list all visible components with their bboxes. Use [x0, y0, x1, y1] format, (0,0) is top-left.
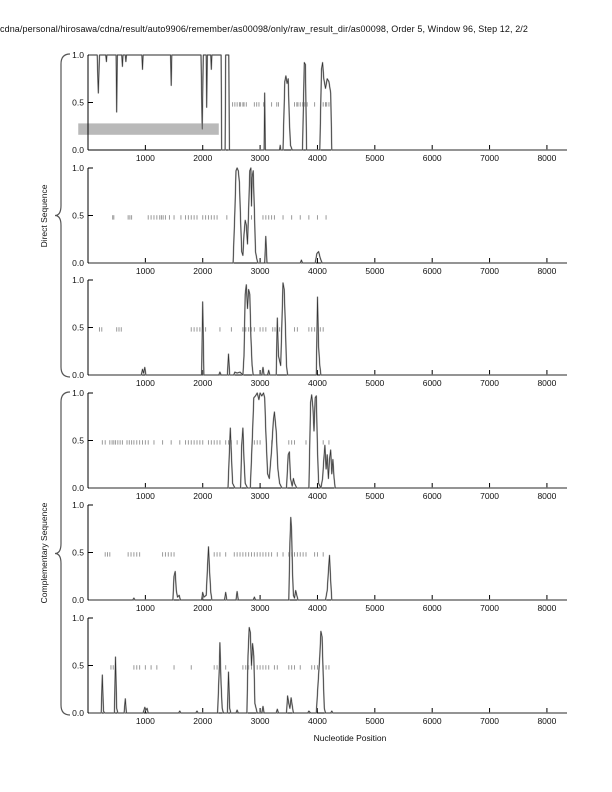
x-tick-label: 2000 [193, 716, 213, 726]
x-tick-label: 8000 [537, 491, 557, 501]
x-tick-label: 3000 [250, 378, 270, 388]
x-tick-label: 2000 [193, 491, 213, 501]
curve-complementary-frame-3 [89, 628, 567, 714]
x-tick-label: 8000 [537, 266, 557, 276]
x-tick-label: 5000 [365, 491, 385, 501]
x-tick-label: 4000 [308, 716, 327, 726]
y-tick-label: 0.0 [72, 595, 84, 605]
x-tick-label: 5000 [365, 266, 385, 276]
y-tick-label: 0.5 [72, 97, 84, 108]
y-tick-label: 1.0 [72, 388, 84, 398]
x-axis-title: Nucleotide Position [313, 733, 387, 743]
x-tick-label: 8000 [537, 716, 557, 726]
y-tick-label: 0.0 [72, 370, 84, 380]
x-tick-label: 1000 [135, 153, 155, 163]
y-tick-label: 1.0 [72, 50, 84, 60]
y-tick-label: 0.5 [72, 322, 84, 333]
x-tick-label: 4000 [308, 266, 327, 276]
y-tick-label: 1.0 [72, 613, 84, 623]
x-tick-label: 1000 [135, 603, 155, 613]
x-tick-label: 3000 [250, 153, 270, 163]
x-tick-label: 6000 [422, 603, 442, 613]
curve-halo-complementary-frame-2 [89, 517, 567, 600]
x-tick-label: 3000 [250, 716, 270, 726]
curve-halo-complementary-frame-3 [89, 628, 567, 714]
x-tick-label: 7000 [480, 491, 500, 501]
x-tick-label: 8000 [537, 603, 557, 613]
x-tick-label: 1000 [135, 378, 155, 388]
curve-direct-frame-3 [89, 283, 567, 375]
y-tick-label: 1.0 [72, 163, 84, 173]
group-brace-direct [55, 54, 70, 377]
y-tick-label: 1.0 [72, 275, 84, 285]
x-tick-label: 4000 [308, 378, 327, 388]
x-tick-label: 6000 [422, 491, 442, 501]
plot-title: cdna/personal/hirosawa/cdna/result/auto9906/remember/as00098/only/raw_result_dir/as00098, Order 5, Window 96, Step 12, 2/2 [0, 24, 529, 34]
x-tick-label: 4000 [308, 603, 327, 613]
y-tick-label: 0.5 [72, 547, 84, 558]
x-tick-label: 5000 [365, 153, 385, 163]
x-tick-label: 7000 [480, 716, 500, 726]
y-tick-label: 0.0 [72, 708, 84, 718]
x-tick-label: 6000 [422, 716, 442, 726]
x-tick-label: 3000 [250, 266, 270, 276]
x-tick-label: 7000 [480, 378, 500, 388]
y-tick-label: 0.5 [72, 210, 84, 221]
x-tick-label: 5000 [365, 716, 385, 726]
y-tick-label: 1.0 [72, 500, 84, 510]
x-tick-label: 1000 [135, 266, 155, 276]
x-tick-label: 5000 [365, 378, 385, 388]
x-tick-label: 4000 [308, 491, 327, 501]
x-tick-label: 6000 [422, 266, 442, 276]
x-tick-label: 4000 [308, 153, 327, 163]
curve-direct-frame-2 [89, 168, 567, 263]
group-label-direct-sequence: Direct Sequence [39, 184, 49, 248]
x-tick-label: 3000 [250, 491, 270, 501]
x-tick-label: 7000 [480, 603, 500, 613]
x-tick-label: 2000 [193, 603, 213, 613]
x-tick-label: 7000 [480, 153, 500, 163]
x-tick-label: 3000 [250, 603, 270, 613]
x-tick-label: 6000 [422, 378, 442, 388]
group-brace-complementary [55, 392, 70, 715]
y-tick-label: 0.5 [72, 435, 84, 446]
y-tick-label: 0.0 [72, 483, 84, 493]
x-tick-label: 6000 [422, 153, 442, 163]
x-tick-label: 5000 [365, 603, 385, 613]
y-tick-label: 0.5 [72, 660, 84, 671]
x-tick-label: 8000 [537, 153, 557, 163]
curve-direct-frame-1 [89, 55, 567, 150]
x-tick-label: 7000 [480, 266, 500, 276]
x-tick-label: 1000 [135, 716, 155, 726]
x-tick-label: 1000 [135, 491, 155, 501]
y-tick-label: 0.0 [72, 145, 84, 155]
y-tick-label: 0.0 [72, 258, 84, 268]
curve-halo-direct-frame-1 [89, 55, 567, 150]
x-tick-label: 2000 [193, 266, 213, 276]
group-label-complementary-sequence: Complementary Sequence [39, 502, 49, 604]
curve-halo-direct-frame-3 [89, 283, 567, 375]
x-tick-label: 2000 [193, 153, 213, 163]
curve-halo-direct-frame-2 [89, 168, 567, 263]
curve-complementary-frame-1 [89, 393, 567, 488]
x-tick-label: 8000 [537, 378, 557, 388]
x-tick-label: 2000 [193, 378, 213, 388]
highlight-bar [78, 123, 219, 134]
